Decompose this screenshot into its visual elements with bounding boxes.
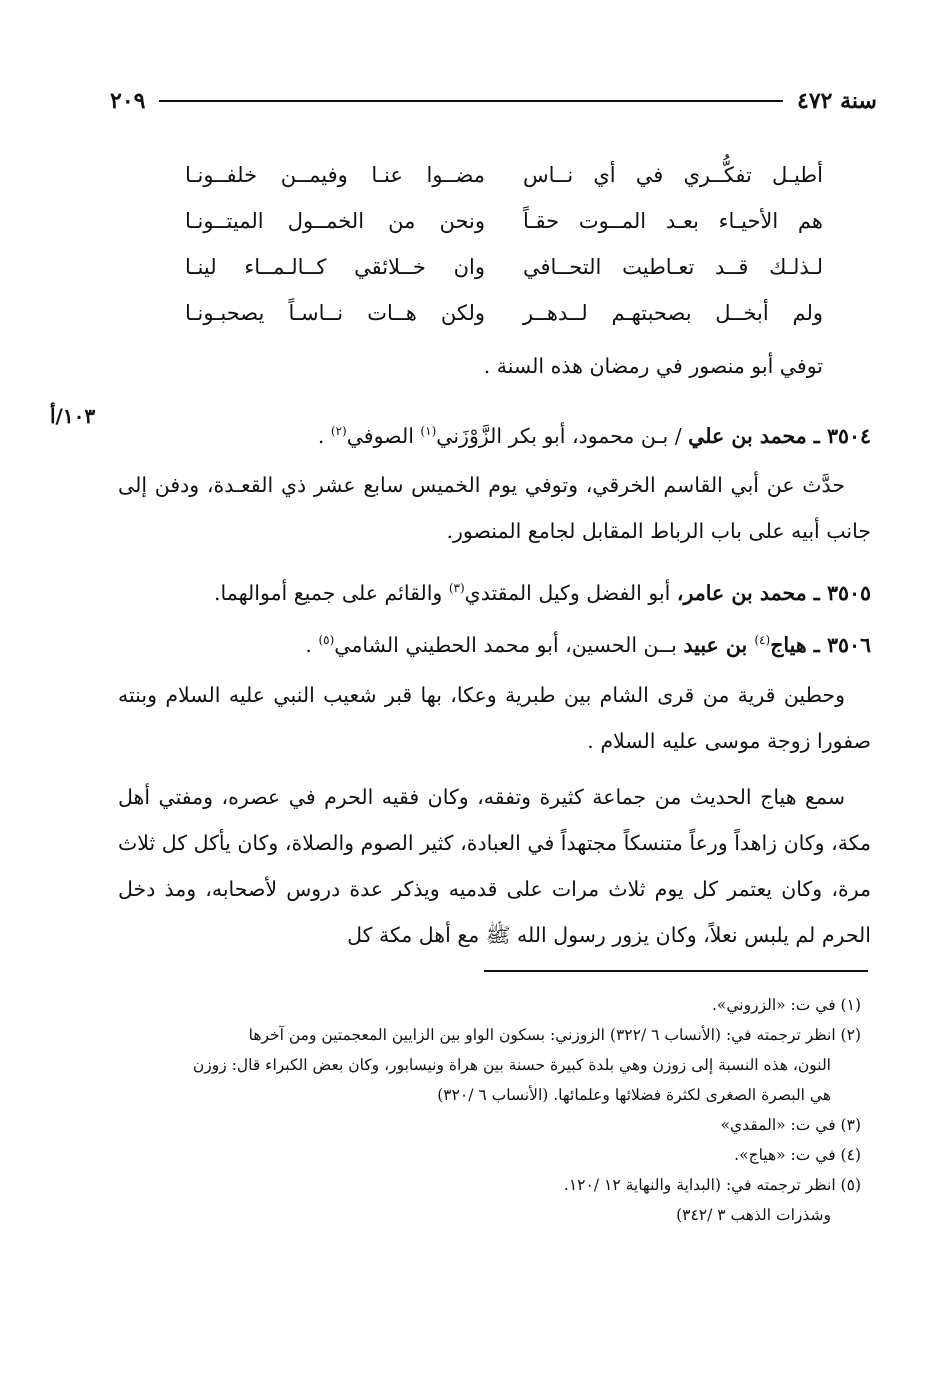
poem (185, 152, 823, 336)
entry-3504-body: حدَّث عن أبي القاسم الخرقي، وتوفي يوم الخميس سابع عشر ذي القعـدة، ودفن إلى جانب أبيه على باب الرباط المقابل لجامع المنصور. (118, 473, 871, 543)
poem-line (185, 198, 823, 244)
entry-3506-title-2: بن عبيد (683, 632, 755, 657)
poem-line (185, 290, 823, 336)
footnote: (٤) في ت: «هياج». (734, 1146, 861, 1164)
poem-second-hemistich: وان خــلائقي كــالـمــاء لينـا (185, 255, 485, 279)
poem-first-hemistich: هم الأحيـاء بعـد المــوت حقـاً (523, 209, 823, 233)
footnote-separator (484, 970, 868, 972)
entry-3504-text-3: . (317, 423, 331, 448)
poem-first-hemistich: ولم أبخــل بصحبتهـم لــدهــر (523, 301, 823, 325)
footnote-ref-3: (٣) (448, 581, 465, 595)
manuscript-folio-ref: ١٠٣/أ (50, 404, 96, 428)
poem-second-hemistich: ونحن من الخمــول الميتــونـا (185, 209, 485, 233)
after-poem-text: توفي أبو منصور في رمضان هذه السنة . (483, 354, 823, 378)
entry-3505-title: ٣٥٠٥ ـ محمد بن عامر، (676, 580, 871, 605)
entry-3505-heading (118, 565, 871, 616)
entry-3505-text-2: والقائم على جميع أموالهما. (213, 580, 449, 605)
footnote: (٥) انظر ترجمته في: (البداية والنهاية ١٢ /١٢٠. (563, 1176, 861, 1194)
footnote-ref-2: (٢) (330, 424, 347, 438)
entry-3504-text: / بـن محمود، أبو بكر الزَّوْزَني (436, 423, 689, 448)
footnote-ref-5: (٥) (318, 633, 335, 647)
page-number: ٢٠٩ (110, 88, 146, 114)
footnote-ref-4: (٤) (754, 633, 771, 647)
footnote-continuation: هي البصرة الصغرى لكثرة فضلائها وعلمائها. (الأنساب ٦ /٣٢٠) (437, 1086, 831, 1104)
entry-3506-text: بــن الحسين، أبو محمد الحطيني الشامي (334, 632, 684, 657)
entry-3505-text: أبو الفضل وكيل المقتدي (464, 580, 677, 605)
entry-3506-title: ٣٥٠٦ ـ هياج (770, 632, 871, 657)
entry-3504-text-2: الصوفي (346, 423, 421, 448)
running-head-year: سنة ٤٧٢ (797, 88, 877, 114)
poem-first-hemistich: أطيـل تفكُّــري في أي نــاس (523, 163, 823, 187)
entry-3506-heading (118, 617, 871, 668)
poem-second-hemistich: مضــوا عنـا وفيمــن خلفــونـا (185, 163, 485, 187)
poem-second-hemistich: ولكن هــات نــاسـاً يصحبـونـا (185, 301, 485, 325)
entry-3506-text-2: . (305, 632, 319, 657)
poem-line (185, 152, 823, 198)
footnote: (١) في ت: «الزروني». (711, 996, 861, 1014)
entry-3504-title: ٣٥٠٤ ـ محمد بن علي (688, 423, 871, 448)
page-header (110, 84, 877, 118)
footnote-continuation: وشذرات الذهب ٣ /٣٤٢) (676, 1206, 831, 1224)
entry-3504-heading (118, 408, 871, 459)
footnote-ref-1: (١) (420, 424, 437, 438)
poem-first-hemistich: لـذلـك قــد تعـاطيت التحــافي (523, 255, 823, 279)
header-rule (159, 100, 783, 102)
entry-3506-body-2: سمع هياج الحديث من جماعة كثيرة وتفقه، وكان فقيه الحرم في عصره، ومفتي أهل مكة، وكان زاهداً ورعاً متنسكاً مجتهداً في العبادة، كثير الصوم والصلاة، وكان يأكل كل ثلاث مرة، وكان يعتمر كل يوم ثلاث مرات على قدميه ويذكر عدة دروس لأصحابه، ومذ دخل الحرم لم يلبس نعلاً، وكان يزور رسول الله ﷺ مع أهل مكة كل (118, 785, 871, 947)
footnote: (٣) في ت: «المقدي» (720, 1116, 861, 1134)
poem-line (185, 244, 823, 290)
entry-3506-body-1: وحطين قرية من قرى الشام بين طبرية وعكا، بها قبر شعيب النبي عليه السلام وبنته صفورا زوجة موسى عليه السلام . (118, 683, 871, 753)
footnote-continuation: النون، هذه النسبة إلى زوزن وهي بلدة كبيرة حسنة بين هراة ونيسابور، وكان بعض الكبراء قال: زوزن (192, 1056, 831, 1074)
footnote: (٢) انظر ترجمته في: (الأنساب ٦ /٣٢٢) الزوزني: بسكون الواو بين الزايين المعجمتين ومن آخرها (248, 1026, 861, 1044)
footnotes (118, 990, 861, 1230)
